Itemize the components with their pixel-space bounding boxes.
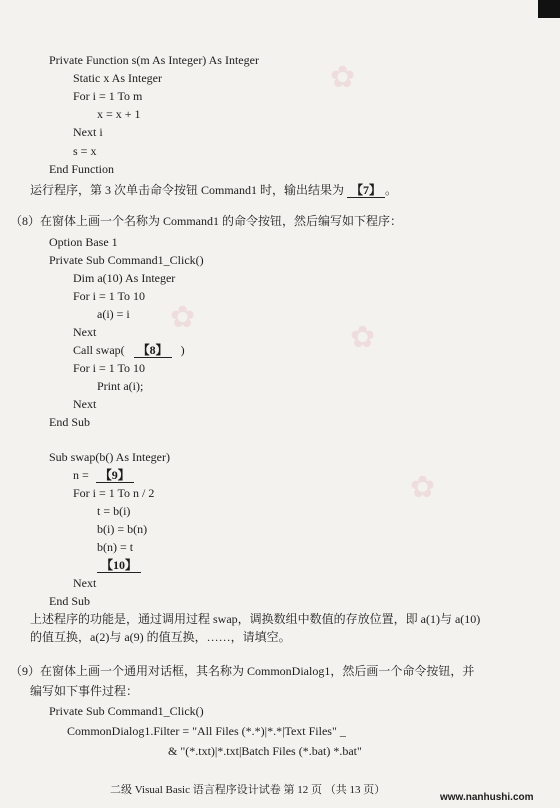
question-8-explanation-1: 上述程序的功能是，通过调用过程 swap，调换数组中数值的存放位置，即 a(1)与 a(10) <box>30 612 481 626</box>
code-line: Next <box>73 325 97 339</box>
code-line-blank-10 <box>97 558 141 573</box>
question-7-prompt: 运行程序，第 3 次单击命令按钮 Command1 时，输出结果为 <box>30 183 344 197</box>
code-line: t = b(i) <box>97 504 131 518</box>
code-line: Sub swap(b() As Integer) <box>49 450 170 464</box>
question-9-heading-line-2: 编写如下事件过程： <box>30 684 139 698</box>
answer-blank-7[interactable]: 【7】 <box>347 183 385 198</box>
code-line-n-assign: n = 【9】 <box>73 468 134 483</box>
answer-blank-10[interactable]: 【10】 <box>97 558 141 573</box>
code-line: s = x <box>73 144 97 158</box>
page-footer: 二级 Visual Basic 语言程序设计试卷 第 12 页 （共 13 页） <box>110 784 386 796</box>
scan-corner-mark <box>538 0 560 18</box>
code-line: Private Sub Command1_Click() <box>49 253 204 267</box>
question-8-explanation-2: 的值互换，a(2)与 a(9) 的值互换，……，请填空。 <box>30 630 291 644</box>
code-line: Next <box>73 576 97 590</box>
watermark-mark: ✿ <box>410 471 436 504</box>
question-8-heading: （8）在窗体上画一个名称为 Command1 的命令按钮，然后编写如下程序： <box>10 214 403 228</box>
code-line: x = x + 1 <box>97 107 141 121</box>
site-url: www.nanhushi.com <box>440 792 534 803</box>
code-line: Print a(i); <box>97 379 144 393</box>
code-line: b(n) = t <box>97 540 134 554</box>
code-line: Next i <box>73 125 103 139</box>
code-line: Private Sub Command1_Click() <box>49 704 204 718</box>
answer-blank-9[interactable]: 【9】 <box>96 468 134 483</box>
code-line: End Function <box>49 162 114 176</box>
question-9-heading-line-1: （9）在窗体上画一个通用对话框，其名称为 CommonDialog1，然后画一个命令按钮，并 <box>10 664 475 678</box>
code-line: Static x As Integer <box>73 71 162 85</box>
watermark-mark: ✿ <box>170 301 196 334</box>
code-line: Dim a(10) As Integer <box>73 271 176 285</box>
watermark-mark: ✿ <box>350 321 376 354</box>
code-line: End Sub <box>49 594 91 608</box>
code-line: b(i) = b(n) <box>97 522 148 536</box>
code-line: For i = 1 To m <box>73 89 143 103</box>
code-line: & "(*.txt)|*.txt|Batch Files (*.bat) *.bat" <box>168 744 362 758</box>
code-line: Private Function s(m As Integer) As Integer <box>49 53 259 67</box>
code-line: Option Base 1 <box>49 235 118 249</box>
answer-blank-8[interactable]: 【8】 <box>134 343 172 358</box>
code-line: For i = 1 To n / 2 <box>73 486 155 500</box>
code-line: Next <box>73 397 97 411</box>
question-7-text: 运行程序，第 3 次单击命令按钮 Command1 时，输出结果为 【7】 。 <box>30 183 398 197</box>
code-line: CommonDialog1.Filter = "All Files (*.*)|*.*|Text Files" _ <box>67 724 346 738</box>
watermark-mark: ✿ <box>330 61 356 94</box>
code-line: For i = 1 To 10 <box>73 361 146 375</box>
code-line: End Sub <box>49 415 91 429</box>
code-line-call-swap: Call swap( 【8】 ) <box>73 343 185 357</box>
code-line: a(i) = i <box>97 307 130 321</box>
code-line: For i = 1 To 10 <box>73 289 146 303</box>
